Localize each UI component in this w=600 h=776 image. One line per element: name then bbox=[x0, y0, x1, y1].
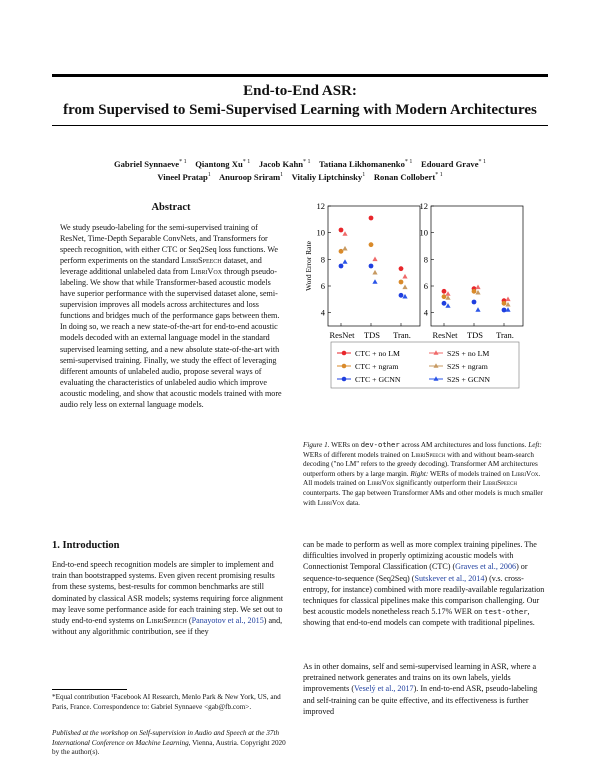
y-tick-label: 4 bbox=[320, 307, 325, 318]
data-point bbox=[342, 231, 347, 236]
author: Edouard Grave bbox=[420, 158, 479, 169]
dataset-name: LibriSpeech bbox=[181, 256, 222, 266]
y-tick-label: 10 bbox=[419, 227, 428, 238]
author: Gabriel Synnaeve bbox=[113, 158, 180, 169]
y-tick-label: 6 bbox=[320, 281, 325, 291]
x-tick-label: Tran. bbox=[496, 330, 514, 340]
author: Qiantong Xu bbox=[195, 158, 243, 169]
legend-label: S2S + GCNN bbox=[447, 375, 490, 384]
legend-swatch bbox=[342, 364, 347, 369]
data-point bbox=[402, 274, 407, 279]
author: Vineel Pratap bbox=[157, 171, 208, 182]
author-list-line2: Vineel Pratap$^1$ Anuroop Sriram$^1$ Vitaliy Liptchinsky$^1$ Ronan Collobert$^{* 1}$ bbox=[157, 171, 443, 182]
intro-left-paragraph: End-to-end speech recognition models are simpler to implement and train than bootstrapped systems. Even given recent promising results from these systems, best-results for common benchmarks are still dominated by classical ASR models; systems requiring force alignment may leave some performance aside for each training step. We set out to study end-to-end systems on LibriSpeech (Panayotov et al., 2015) and, without any algorithmic contribution, see if they bbox=[52, 560, 284, 637]
footnote-affiliations: *Equal contribution ¹Facebook AI Research, Menlo Park & New York, US, and Paris, France. Correspondence to: Gabriel Synnaeve <gab@fb.com>. bbox=[52, 693, 281, 711]
y-tick-label: 4 bbox=[423, 307, 428, 318]
legend-label: CTC + no LM bbox=[355, 349, 400, 358]
data-point bbox=[372, 257, 377, 262]
dataset-name: LibriVox bbox=[190, 267, 223, 277]
y-tick-label: 12 bbox=[419, 201, 428, 211]
data-point bbox=[472, 300, 477, 305]
data-point bbox=[442, 294, 447, 299]
data-point bbox=[442, 289, 447, 294]
author: Vitaliy Liptchinsky bbox=[291, 171, 363, 182]
title-bottom-rule bbox=[52, 125, 548, 126]
figure-1-caption: Figure 1. WERs on dev-other across AM architectures and loss functions. Left: WERs of different models trained on LibriSpeech with and without beam-search decoding ("no LM" refers to the greedy decoding). Transformer AM architectures outperform others by a large margin. Right: WERs of models trained on LibriVox. All models trained on LibriVox significantly outperform their LibriSpeech counterparts. The gap between Transformer AMs and other models is much smaller with LibriVox data. bbox=[303, 440, 543, 507]
abstract-heading: Abstract bbox=[151, 202, 191, 213]
data-point bbox=[372, 270, 377, 275]
data-point bbox=[342, 246, 347, 251]
author: Ronan Collobert bbox=[373, 171, 436, 182]
data-point bbox=[339, 249, 344, 254]
data-point bbox=[442, 301, 447, 306]
x-tick-label: ResNet bbox=[432, 330, 458, 340]
data-point bbox=[369, 264, 374, 269]
data-point bbox=[475, 307, 480, 312]
legend-label: CTC + GCNN bbox=[355, 375, 401, 384]
author: Anuroop Sriram bbox=[218, 171, 281, 182]
figure-1-chart bbox=[303, 198, 548, 438]
legend-label: S2S + no LM bbox=[447, 349, 490, 358]
abstract-body: We study pseudo-labeling for the semi-supervised training of ResNet, Time-Depth Separable ConvNets, and Transformers for speech recognition, with either CTC or Seq2Seq loss functions. We perform experiments on the standard LibriSpeech dataset, and leverage additional unlabeled data from LibriVox through pseudo-labeling. We show that while Transformer-based acoustic models have superior performance with the supervised dataset alone, semi-supervision improves all models across architectures and loss functions and bridges much of the performance gaps between them. In doing so, we reach a new state-of-the-art for end-to-end acoustic models decoded with an external language model in the standard supervised learning setting, and a new absolute state-of-the-art with semi-supervised training. Finally, we study the effect of leveraging different amounts of unlabeled audio, propose several ways of evaluating the characteristics of unlabeled audio which improve acoustic modeling, and show that acoustic models trained with more audio rely less on external language models. bbox=[60, 223, 282, 409]
data-point bbox=[369, 242, 374, 247]
intro-right-paragraph-2: As in other domains, self and semi-supervised learning in ASR, where a pretrained network generates and trains on its own labels, yields improvements (Veselý et al., 2017). In end-to-end ASR, pseudo-labeling and self-training can be quite effective, and its effectiveness is further improved bbox=[303, 662, 538, 716]
title-top-rule bbox=[52, 74, 548, 77]
y-axis-label: Word Error Rate bbox=[304, 241, 313, 291]
citation-link[interactable]: Panayotov et al., 2015 bbox=[191, 616, 264, 626]
data-point bbox=[399, 266, 404, 271]
paper-title-line2: from Supervised to Semi-Supervised Learning with Modern Architectures bbox=[63, 102, 537, 118]
data-point bbox=[342, 259, 347, 264]
paper-title-line1: End-to-End ASR: bbox=[243, 83, 357, 99]
legend-label: S2S + ngram bbox=[447, 362, 488, 371]
data-point bbox=[372, 279, 377, 284]
data-point bbox=[399, 293, 404, 298]
y-tick-label: 6 bbox=[423, 281, 428, 291]
citation-link[interactable]: Graves et al., 2006 bbox=[455, 562, 517, 572]
author-list-line1: Gabriel Synnaeve$^{* 1}$ Qiantong Xu$^{* 1}$ Jacob Kahn$^{* 1}$ Tatiana Likhomanenko$^{* 1}$ Edouard Grave$^{* 1}$ bbox=[113, 158, 487, 169]
author: Jacob Kahn bbox=[258, 158, 304, 169]
x-tick-label: ResNet bbox=[329, 330, 355, 340]
citation-link[interactable]: Veselý et al., 2017 bbox=[354, 684, 414, 694]
data-point bbox=[502, 301, 507, 306]
legend-label: CTC + ngram bbox=[355, 362, 399, 371]
plot-frame-right bbox=[431, 206, 523, 326]
data-point bbox=[399, 280, 404, 285]
data-point bbox=[339, 264, 344, 269]
data-point bbox=[402, 285, 407, 290]
intro-right-paragraph-1: can be made to perform as well as more complex training pipelines. The difficulties involved in properly optimizing acoustic models with Connectionist Temporal Classification (CTC) (Graves et al., 2006) or sequence-to-sequence (Seq2Seq) (Sutskever et al., 2014) (v.s. cross-entropy, for instance) combined with more readily-available regularization techniques for classical pipelines make this comparison challenging. Our best acoustic models nonetheless reach 5.17% WER on test-other, showing that end-to-end models can compete with traditional pipelines. bbox=[303, 540, 545, 628]
x-tick-label: TDS bbox=[466, 330, 484, 340]
x-tick-label: Tran. bbox=[393, 330, 411, 340]
x-tick-label: TDS bbox=[363, 330, 381, 340]
y-tick-label: 8 bbox=[320, 254, 325, 265]
y-tick-label: 8 bbox=[423, 254, 428, 265]
author: Tatiana Likhomanenko bbox=[318, 158, 405, 169]
data-point bbox=[475, 285, 480, 290]
footnote-rule bbox=[52, 689, 127, 690]
citation-link[interactable]: Sutskever et al., 2014 bbox=[414, 573, 485, 583]
data-point bbox=[472, 289, 477, 294]
legend-swatch bbox=[342, 351, 347, 356]
legend-swatch bbox=[342, 377, 347, 382]
footnote-publication: Published at the workshop on Self-supervision in Audio and Speech at the 37th International Conference on Machine Learning, Vienna, Austria. Copyright 2020 by the author(s). bbox=[52, 729, 286, 757]
data-point bbox=[339, 228, 344, 233]
y-tick-label: 10 bbox=[316, 227, 325, 238]
section-heading-introduction: 1. Introduction bbox=[52, 540, 120, 551]
y-tick-label: 12 bbox=[316, 201, 325, 211]
data-point bbox=[369, 216, 374, 221]
data-point bbox=[505, 297, 510, 302]
